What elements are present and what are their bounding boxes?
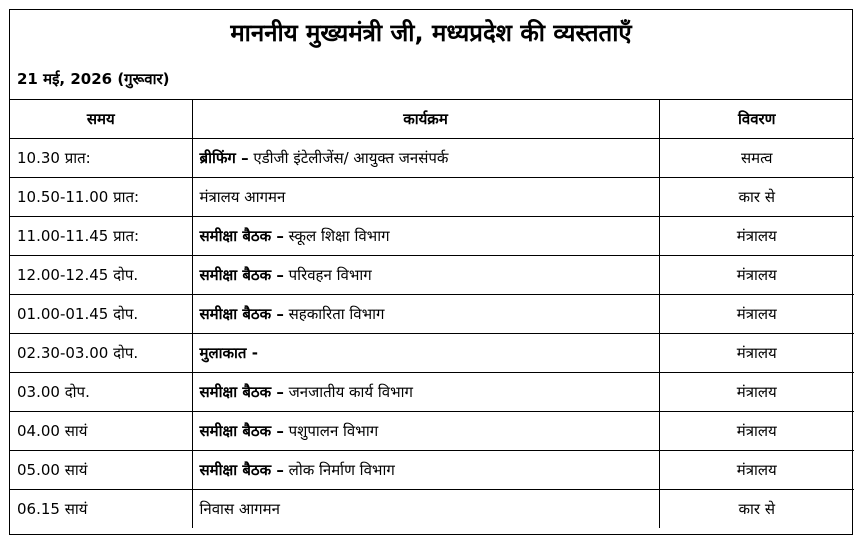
row-program — [192, 489, 659, 528]
row-detail: मंत्रालय — [659, 411, 854, 450]
row-program — [192, 216, 659, 255]
page-title: माननीय मुख्यमंत्री जी, मध्यप्रदेश की व्यस्तताएँ — [230, 19, 632, 47]
row-program — [192, 255, 659, 294]
row-time: 11.00-11.45 प्रात: — [10, 216, 192, 255]
row-time: 05.00 सायं — [10, 450, 192, 489]
program-type: समीक्षा बैठक – — [199, 421, 284, 440]
row-detail: मंत्रालय — [659, 294, 854, 333]
program-description: स्कूल शिक्षा विभाग — [283, 226, 390, 245]
table-row — [10, 255, 854, 294]
schedule-table — [10, 100, 854, 528]
row-time: 02.30-03.00 दोप. — [10, 333, 192, 372]
row-detail: मंत्रालय — [659, 372, 854, 411]
schedule-date: 21 मई, 2026 (गुरूवार) — [17, 70, 170, 88]
row-program — [192, 333, 659, 372]
row-time: 12.00-12.45 दोप. — [10, 255, 192, 294]
table-row — [10, 489, 854, 528]
row-detail: मंत्रालय — [659, 255, 854, 294]
program-type: ब्रीफिंग – — [199, 148, 249, 167]
table-row — [10, 372, 854, 411]
table-row — [10, 138, 854, 177]
table-header-row — [10, 100, 854, 138]
program-type: समीक्षा बैठक – — [199, 265, 284, 284]
program-description: मंत्रालय आगमन — [199, 187, 286, 206]
table-row — [10, 450, 854, 489]
row-time: 10.50-11.00 प्रात: — [10, 177, 192, 216]
row-detail: मंत्रालय — [659, 216, 854, 255]
row-detail: समत्व — [659, 138, 854, 177]
row-program — [192, 177, 659, 216]
row-time: 10.30 प्रात: — [10, 138, 192, 177]
table-row — [10, 333, 854, 372]
row-detail: मंत्रालय — [659, 450, 854, 489]
program-description: जनजातीय कार्य विभाग — [283, 382, 414, 401]
document-header — [10, 10, 852, 100]
table-row — [10, 216, 854, 255]
row-time: 01.00-01.45 दोप. — [10, 294, 192, 333]
program-description: लोक निर्माण विभाग — [283, 460, 395, 479]
program-type: मुलाकात - — [199, 343, 258, 362]
schedule-document — [9, 9, 853, 535]
program-description: निवास आगमन — [199, 499, 280, 518]
program-description: पशुपालन विभाग — [283, 421, 379, 440]
program-description: परिवहन विभाग — [283, 265, 372, 284]
row-program — [192, 372, 659, 411]
row-detail: कार से — [659, 177, 854, 216]
program-type: समीक्षा बैठक – — [199, 226, 284, 245]
table-row — [10, 411, 854, 450]
program-type: समीक्षा बैठक – — [199, 382, 284, 401]
column-header-time: समय — [10, 100, 192, 138]
row-time: 03.00 दोप. — [10, 372, 192, 411]
row-program — [192, 450, 659, 489]
program-type: समीक्षा बैठक – — [199, 460, 284, 479]
program-description: एडीजी इंटेलीजेंस/ आयुक्त जनसंपर्क — [248, 148, 449, 167]
column-header-detail: विवरण — [659, 100, 854, 138]
row-program — [192, 294, 659, 333]
program-description: सहकारिता विभाग — [283, 304, 385, 323]
program-type: समीक्षा बैठक – — [199, 304, 284, 323]
row-program — [192, 138, 659, 177]
table-row — [10, 177, 854, 216]
row-detail: मंत्रालय — [659, 333, 854, 372]
row-program — [192, 411, 659, 450]
row-time: 04.00 सायं — [10, 411, 192, 450]
row-time: 06.15 सायं — [10, 489, 192, 528]
column-header-program: कार्यक्रम — [192, 100, 659, 138]
row-detail: कार से — [738, 499, 775, 518]
table-row — [10, 294, 854, 333]
